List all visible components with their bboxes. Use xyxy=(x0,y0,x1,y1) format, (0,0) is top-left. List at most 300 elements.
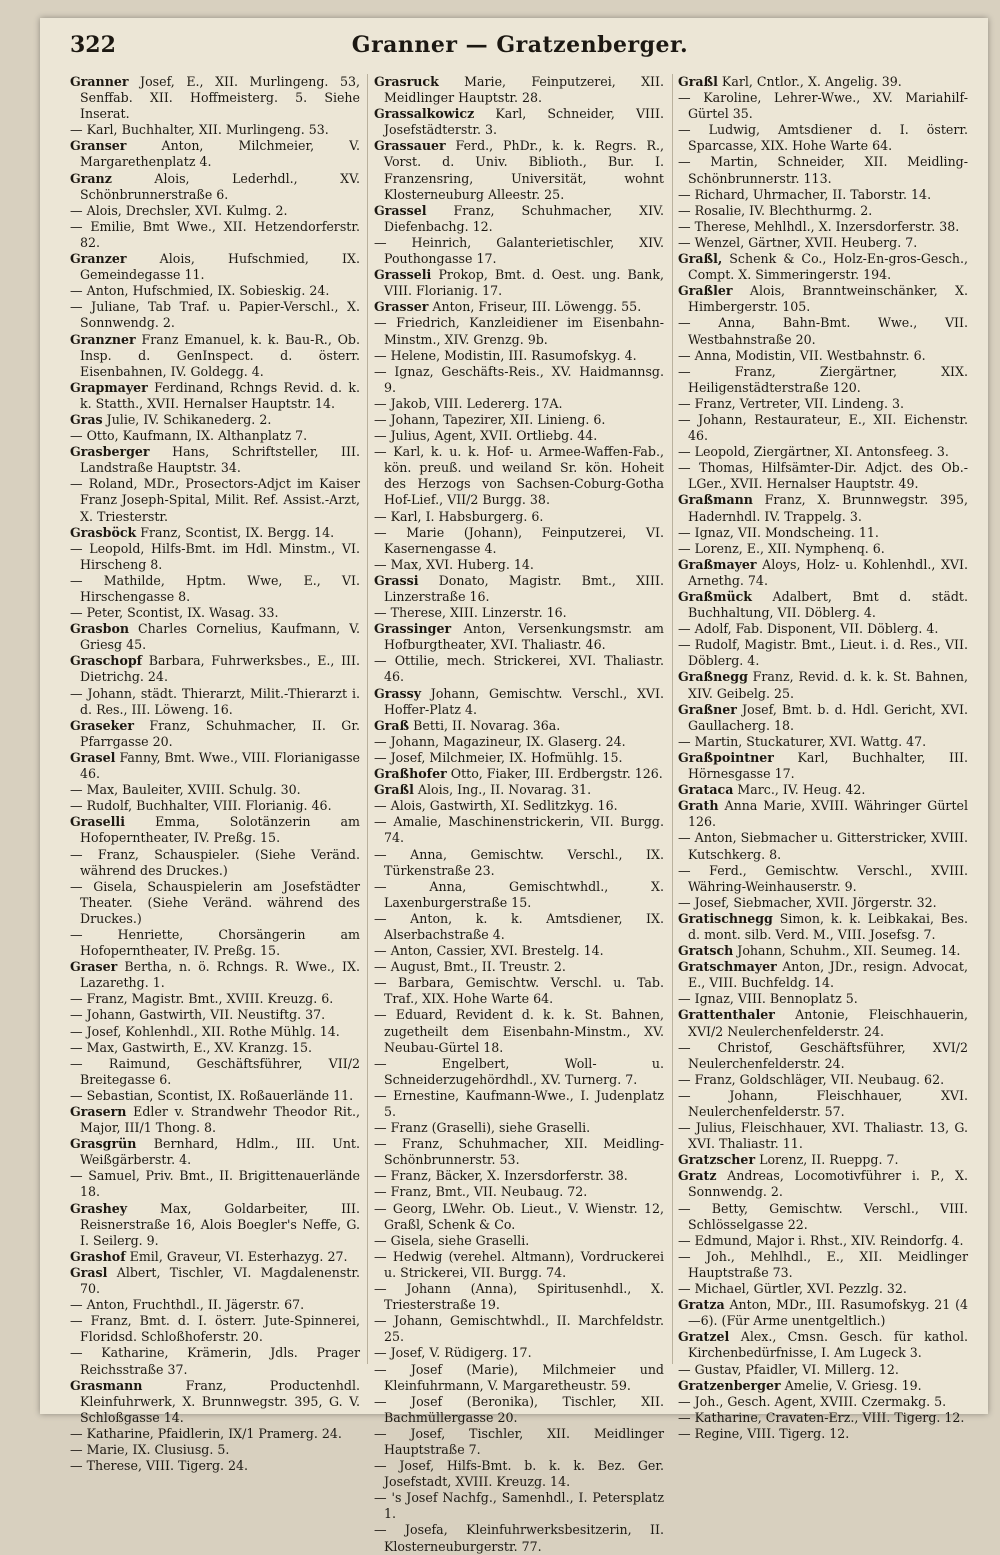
entry-details: — Eduard, Revident d. k. k. St. Bahnen, zugetheilt dem Eisenbahn-Minstm., XV. Neubau-Gürtel 18. xyxy=(374,1007,664,1055)
entry-details: — Adolf, Fab. Disponent, VII. Döblerg. 4. xyxy=(678,621,939,637)
entry-details: — Josef, Kohlenhdl., XII. Rothe Mühlg. 14. xyxy=(70,1023,340,1039)
entry-details: — Anna, Gemischtw. Verschl., IX. Türkenstraße 23. xyxy=(374,846,664,878)
directory-entry xyxy=(374,106,664,138)
entry-details: Alois, Branntweinschänker, X. Himbergerstr. 105. xyxy=(688,283,968,315)
directory-entry xyxy=(374,1362,664,1394)
entry-details: — Ignaz, Geschäfts-Reis., XV. Haidmannsg. 9. xyxy=(374,363,664,395)
entry-details: — Christof, Geschäftsführer, XVI/2 Neulerchenfelderstr. 24. xyxy=(678,1039,968,1071)
entry-details: — Franz, Schauspieler. (Siehe Veränd. während des Druckes.) xyxy=(70,846,360,878)
directory-entry xyxy=(678,895,968,911)
entry-details: — Anna, Bahn-Bmt. Wwe., VII. Westbahnstraße 20. xyxy=(678,315,968,347)
directory-entry xyxy=(70,1104,360,1136)
entry-surname: Granser xyxy=(70,138,127,154)
entry-surname: Granner xyxy=(70,74,129,89)
directory-entry xyxy=(70,1442,360,1458)
directory-entry xyxy=(70,1265,360,1297)
entry-surname: Grattenthaler xyxy=(678,1007,775,1023)
entry-surname: Grasberger xyxy=(70,444,150,460)
entry-details: Schenk & Co., Holz-En-gros-Gesch., Compt. X. Simmeringerstr. 194. xyxy=(688,251,968,283)
entry-details: — Therese, Mehlhdl., X. Inzersdorferstr. 38. xyxy=(678,218,960,234)
entry-details: — Josef, Siebmacher, XVII. Jörgerstr. 32. xyxy=(678,894,937,910)
directory-entry xyxy=(70,412,360,428)
directory-entry xyxy=(374,299,664,315)
directory-entry xyxy=(678,557,968,589)
directory-entry xyxy=(678,122,968,154)
directory-entry xyxy=(678,782,968,798)
entry-details: Anton, Milchmeier, V. Margarethenplatz 4. xyxy=(80,138,360,170)
entry-details: Betti, II. Novarag. 36a. xyxy=(409,717,561,733)
entry-details: Bertha, n. ö. Rchngs. R. Wwe., IX. Lazarethg. 1. xyxy=(80,959,360,991)
entry-details: Emma, Solotänzerin am Hofoperntheater, IV. Preßg. 15. xyxy=(80,814,360,846)
entry-details: Albert, Tischler, VI. Magdalenenstr. 70. xyxy=(80,1264,360,1297)
directory-entry xyxy=(70,1297,360,1313)
directory-entry xyxy=(678,235,968,251)
entry-details: — Anton, Fruchthdl., II. Jägerstr. 67. xyxy=(70,1297,305,1313)
directory-entry xyxy=(374,975,664,1007)
entry-surname: Graßhofer xyxy=(374,766,447,782)
directory-entry xyxy=(678,734,968,750)
entry-details: Lorenz, II. Rueppg. 7. xyxy=(755,1152,899,1168)
directory-entry xyxy=(678,589,968,621)
entry-details: — Karl, Buchhalter, XII. Murlingeng. 53. xyxy=(70,122,329,138)
directory-entry xyxy=(678,1281,968,1297)
directory-entry xyxy=(678,911,968,943)
directory-entry xyxy=(70,750,360,782)
entry-details: Johann, Gemischtw. Verschl., XVI. Hoffer-Platz 4. xyxy=(384,685,664,717)
entry-details: Ferd., PhDr., k. k. Regrs. R., Vorst. d. Univ. Biblioth., Bur. I. Franzensring, Universität, wohnt Klosterneuburg Alleestr. 25. xyxy=(384,138,664,202)
entry-details: — Henriette, Chorsängerin am Hofoperntheater, IV. Preßg. 15. xyxy=(70,926,360,959)
entry-details: — Katharine, Krämerin, Jdls. Prager Reichsstraße 37. xyxy=(70,1345,360,1377)
entry-details: — Franz, Bmt., VII. Neubaug. 72. xyxy=(374,1184,588,1200)
entry-details: — Thomas, Hilfsämter-Dir. Adjct. des Ob.-LGer., XVII. Hernalser Hauptstr. 49. xyxy=(678,460,968,492)
directory-entry xyxy=(70,991,360,1007)
directory-entry xyxy=(374,1426,664,1458)
entry-details: — Marie, IX. Clusiusg. 5. xyxy=(70,1441,230,1457)
entry-details: — Amalie, Maschinenstrickerin, VII. Burgg. 74. xyxy=(374,814,664,846)
entry-details: — Josef (Marie), Milchmeier und Kleinfuhrmann, V. Margaretheustr. 59. xyxy=(374,1361,664,1393)
entry-details: Marie, Feinputzerei, XII. Meidlinger Hauptstr. 28. xyxy=(384,74,664,106)
entry-details: — Franz, Vertreter, VII. Lindeng. 3. xyxy=(678,395,904,411)
entry-details: Aloys, Holz- u. Kohlenhdl., XVI. Arnethg. 74. xyxy=(688,556,968,588)
entry-details: — Franz (Graselli), siehe Graselli. xyxy=(374,1120,591,1136)
entry-surname: Gratzel xyxy=(678,1329,730,1345)
directory-entry xyxy=(678,251,968,283)
directory-entry xyxy=(70,1378,360,1426)
entry-surname: Grashey xyxy=(70,1200,128,1216)
entry-details: — Josef (Beronika), Tischler, XII. Bachmüllergasse 20. xyxy=(374,1393,664,1425)
directory-entry xyxy=(70,1313,360,1345)
entry-surname: Grasern xyxy=(70,1104,127,1119)
entry-details: — Johann (Anna), Spiritusenhdl., X. Triesterstraße 19. xyxy=(374,1281,664,1313)
column-left xyxy=(70,74,360,1474)
entry-details: Franz, Productenhdl. Kleinfuhrwerk, X. Brunnwegstr. 395, G. V. Schloßgasse 14. xyxy=(80,1377,360,1425)
directory-entry xyxy=(374,1120,664,1136)
directory-entry xyxy=(374,814,664,846)
directory-entry xyxy=(374,1056,664,1088)
directory-entry xyxy=(70,1201,360,1249)
entry-surname: Grassauer xyxy=(374,138,446,154)
directory-entry xyxy=(374,1168,664,1184)
entry-surname: Graßner xyxy=(678,701,737,717)
entry-details: — Julius, Agent, XVII. Ortliebg. 44. xyxy=(374,428,598,444)
entry-details: — Engelbert, Woll- u. Schneiderzugehördhdl., XV. Turnerg. 7. xyxy=(374,1055,664,1087)
directory-entry xyxy=(374,138,664,202)
entry-details: — Anna, Gemischtwhdl., X. Laxenburgerstraße 15. xyxy=(374,878,664,910)
directory-entry xyxy=(678,1088,968,1120)
directory-entry xyxy=(678,1168,968,1200)
entry-details: Ferdinand, Rchngs Revid. d. k. k. Statth., XVII. Hernalser Hauptstr. 14. xyxy=(80,379,360,411)
directory-entry xyxy=(678,943,968,959)
directory-entry xyxy=(70,1056,360,1088)
entry-details: — Anton, k. k. Amtsdiener, IX. Alserbachstraße 4. xyxy=(374,910,664,942)
directory-entry xyxy=(70,122,360,138)
entry-details: — Juliane, Tab Traf. u. Papier-Verschl., X. Sonnwendg. 2. xyxy=(70,299,360,331)
directory-entry xyxy=(678,750,968,782)
entry-surname: Grasser xyxy=(374,299,429,315)
directory-entry xyxy=(374,734,664,750)
directory-entry xyxy=(70,798,360,814)
entry-surname: Grassel xyxy=(374,202,427,218)
directory-entry xyxy=(70,74,360,122)
directory-entry xyxy=(678,541,968,557)
entry-details: — Therese, XIII. Linzerstr. 16. xyxy=(374,605,567,621)
directory-entry xyxy=(678,991,968,1007)
entry-surname: Graßl, xyxy=(678,251,723,267)
entry-surname: Gratischnegg xyxy=(678,910,773,926)
entry-surname: Grath xyxy=(678,798,719,814)
entry-details: Alois, Hufschmied, IX. Gemeindegasse 11. xyxy=(80,251,360,283)
entry-details: Julie, IV. Schikanederg. 2. xyxy=(102,411,272,427)
entry-details: — Katharine, Cravaten-Erz., VIII. Tigerg. 12. xyxy=(678,1409,965,1425)
directory-entry xyxy=(374,1458,664,1490)
entry-details: — Roland, MDr., Prosectors-Adjct im Kaiser Franz Joseph-Spital, Milit. Ref. Assist.-Arzt, X. Triesterstr. xyxy=(70,476,360,524)
entry-details: — Edmund, Major i. Rhst., XIV. Reindorfg. 4. xyxy=(678,1232,964,1248)
entry-details: — Gisela, Schauspielerin am Josefstädter Theater. (Siehe Veränd. während des Druckes.) xyxy=(70,878,360,926)
entry-details: Karl, Buchhalter, III. Hörnesgasse 17. xyxy=(688,749,968,782)
entry-details: Johann, Schuhm., XII. Seumeg. 14. xyxy=(733,943,961,959)
entries-columns xyxy=(70,74,968,1554)
entry-details: — Helene, Modistin, III. Rasumofskyg. 4. xyxy=(374,347,637,363)
entry-details: — Anna, Modistin, VII. Westbahnstr. 6. xyxy=(678,347,926,363)
entry-details: — Anton, Hufschmied, IX. Sobieskig. 24. xyxy=(70,283,330,299)
entry-details: — Gustav, Pfaidler, VI. Millerg. 12. xyxy=(678,1361,899,1377)
entry-surname: Grassy xyxy=(374,685,422,701)
entry-details: Barbara, Fuhrwerksbes., E., III. Dietrichg. 24. xyxy=(80,653,360,685)
entry-surname: Graßl xyxy=(374,782,414,798)
directory-entry xyxy=(70,541,360,573)
directory-entry xyxy=(374,1007,664,1055)
entry-details: — August, Bmt., II. Treustr. 2. xyxy=(374,959,566,975)
directory-entry xyxy=(374,1313,664,1345)
directory-entry xyxy=(70,1024,360,1040)
entry-details: Max, Goldarbeiter, III. Reisnerstraße 16, Alois Boegler's Neffe, G. I. Seilerg. 9. xyxy=(80,1200,360,1248)
entry-details: Franz, X. Brunnwegstr. 395, Hadernhdl. IV. Trappelg. 3. xyxy=(688,492,968,524)
entry-details: — Wenzel, Gärtner, XVII. Heuberg. 7. xyxy=(678,234,918,250)
entry-details: — Ignaz, VII. Mondscheing. 11. xyxy=(678,524,879,540)
entry-surname: Grasel xyxy=(70,749,116,765)
entry-surname: Gratza xyxy=(678,1297,725,1313)
entry-details: — Leopold, Hilfs-Bmt. im Hdl. Minstm., VI. Hirscheng 8. xyxy=(70,540,360,572)
entry-details: — Josefa, Kleinfuhrwerksbesitzerin, II. Klosterneuburgerstr. 77. xyxy=(374,1522,664,1554)
entry-details: Bernhard, Hdlm., III. Unt. Weißgärberstr. 4. xyxy=(80,1136,360,1168)
entry-details: — Anton, Cassier, XVI. Brestelg. 14. xyxy=(374,943,604,959)
entry-details: — Josef, Tischler, XII. Meidlinger Hauptstraße 7. xyxy=(374,1425,664,1457)
entry-surname: Graßl xyxy=(678,74,718,89)
entry-details: — Max, Gastwirth, E., XV. Kranzg. 15. xyxy=(70,1039,313,1055)
directory-entry xyxy=(70,782,360,798)
directory-entry xyxy=(70,203,360,219)
entry-details: — Ernestine, Kaufmann-Wwe., I. Judenplatz 5. xyxy=(374,1087,664,1119)
entry-surname: Grassinger xyxy=(374,621,452,637)
entry-details: — Raimund, Geschäftsführer, VII/2 Breitegasse 6. xyxy=(70,1055,360,1087)
entry-details: — Karl, k. u. k. Hof- u. Armee-Waffen-Fab., kön. preuß. und weiland Sr. kön. Hoheit des Herzogs von Sachsen-Coburg-Gotha Hof-Lief., VII/2 Burgg. 38. xyxy=(374,444,664,508)
entry-details: Anton, JDr., resign. Advocat, E., VIII. Buchfeldg. 14. xyxy=(688,959,968,991)
entry-details: — Ferd., Gemischtw. Verschl., XVIII. Währing-Weinhauserstr. 9. xyxy=(678,862,968,894)
entry-details: — Richard, Uhrmacher, II. Taborstr. 14. xyxy=(678,186,932,202)
directory-entry xyxy=(374,509,664,525)
directory-entry xyxy=(678,154,968,186)
entry-details: — Johann, städt. Thierarzt, Milit.-Thierarzt i. d. Res., III. Löweng. 16. xyxy=(70,685,360,717)
entry-details: Alois, Ing., II. Novarag. 31. xyxy=(413,782,592,798)
entry-surname: Graschopf xyxy=(70,653,143,669)
directory-entry xyxy=(678,1426,968,1442)
entry-surname: Graßnegg xyxy=(678,669,748,685)
entry-details: — Rudolf, Magistr. Bmt., Lieut. i. d. Res., VII. Döblerg. 4. xyxy=(678,637,968,669)
directory-entry xyxy=(374,1184,664,1200)
entry-surname: Granz xyxy=(70,170,112,186)
entry-details: — Barbara, Gemischtw. Verschl. u. Tab. Traf., XIX. Hohe Warte 64. xyxy=(374,975,664,1007)
directory-entry xyxy=(374,911,664,943)
entry-surname: Graßmayer xyxy=(678,556,757,572)
directory-entry xyxy=(70,1168,360,1200)
entry-details: Emil, Graveur, VI. Esterhazyg. 27. xyxy=(125,1248,348,1264)
directory-entry xyxy=(374,847,664,879)
entry-details: Simon, k. k. Leibkakai, Bes. d. mont. silb. Verd. M., VIII. Josefsg. 7. xyxy=(688,910,968,942)
entry-details: Anna Marie, XVIII. Währinger Gürtel 126. xyxy=(688,798,968,830)
entry-details: — Marie (Johann), Feinputzerei, VI. Kasernengasse 4. xyxy=(374,524,664,556)
entry-details: — Martin, Schneider, XII. Meidling-Schönbrunnerstr. 113. xyxy=(678,154,968,186)
entry-details: — Johann, Magazineur, IX. Glaserg. 24. xyxy=(374,733,626,749)
entry-surname: Graßler xyxy=(678,283,733,299)
directory-entry xyxy=(374,621,664,653)
entry-surname: Granzner xyxy=(70,331,136,347)
entry-details: — 's Josef Nachfg., Samenhdl., I. Petersplatz 1. xyxy=(374,1490,664,1522)
entry-details: — Rosalie, IV. Blechthurmg. 2. xyxy=(678,202,873,218)
directory-entry xyxy=(374,1281,664,1313)
entry-surname: Gratsch xyxy=(678,943,734,959)
entry-surname: Graß xyxy=(374,717,410,733)
entry-details: Amelie, V. Griesg. 19. xyxy=(780,1377,922,1393)
entry-details: — Otto, Kaufmann, IX. Althanplatz 7. xyxy=(70,428,308,444)
directory-entry xyxy=(678,348,968,364)
directory-entry xyxy=(70,428,360,444)
entry-surname: Grasgrün xyxy=(70,1136,137,1152)
entry-details: — Heinrich, Galanterietischler, XIV. Pouthongasse 17. xyxy=(374,234,664,267)
entry-details: Franz, Schuhmacher, II. Gr. Pfarrgasse 20. xyxy=(80,717,360,749)
page-header xyxy=(70,32,970,62)
directory-entry xyxy=(70,686,360,718)
directory-entry xyxy=(70,847,360,879)
directory-entry xyxy=(678,830,968,862)
directory-entry xyxy=(374,1345,664,1361)
entry-details: Josef, Bmt. b. d. Hdl. Gericht, XVI. Gaullacherg. 18. xyxy=(688,701,968,733)
entry-details: — Regine, VIII. Tigerg. 12. xyxy=(678,1425,850,1441)
entry-details: — Ottilie, mech. Strickerei, XVI. Thaliastr. 46. xyxy=(374,653,664,685)
entry-details: — Gisela, siehe Graselli. xyxy=(374,1232,530,1248)
directory-entry xyxy=(70,653,360,685)
directory-entry xyxy=(678,315,968,347)
entry-details: Donato, Magistr. Bmt., XIII. Linzerstraße 16. xyxy=(384,572,664,604)
directory-entry xyxy=(678,283,968,315)
entry-details: Edler v. Strandwehr Theodor Rit., Major, III/1 Thong. 8. xyxy=(80,1104,360,1136)
directory-entry xyxy=(374,525,664,557)
entry-details: — Leopold, Ziergärtner, XI. Antonsfeeg. 3. xyxy=(678,444,949,460)
directory-entry xyxy=(374,605,664,621)
entry-surname: Grasruck xyxy=(374,74,439,89)
entry-details: — Johann, Fleischhauer, XVI. Neulerchenfelderstr. 57. xyxy=(678,1087,968,1119)
entry-surname: Gras xyxy=(70,411,103,427)
entry-surname: Gratz xyxy=(678,1168,717,1184)
directory-entry xyxy=(374,798,664,814)
entry-details: — Anton, Siebmacher u. Gitterstricker, XVIII. Kutschkerg. 8. xyxy=(678,830,968,862)
entry-surname: Grasböck xyxy=(70,524,137,540)
entry-surname: Graßmück xyxy=(678,589,752,604)
entry-surname: Grashof xyxy=(70,1248,126,1264)
entry-details: — Jakob, VIII. Ledererg. 17A. xyxy=(374,395,563,411)
directory-entry xyxy=(70,251,360,283)
entry-surname: Grasbon xyxy=(70,621,130,637)
directory-entry xyxy=(678,1394,968,1410)
directory-entry xyxy=(374,315,664,347)
entry-details: Hans, Schriftsteller, III. Landstraße Hauptstr. 34. xyxy=(80,444,360,476)
entry-details: Marc., IV. Heug. 42. xyxy=(733,782,866,798)
entry-surname: Grasl xyxy=(70,1264,108,1280)
directory-entry xyxy=(70,1345,360,1377)
entry-details: — Karoline, Lehrer-Wwe., XV. Mariahilf-Gürtel 35. xyxy=(678,90,968,122)
directory-entry xyxy=(678,798,968,830)
directory-page xyxy=(40,18,988,1554)
entry-surname: Grassalkowicz xyxy=(374,106,475,122)
directory-entry xyxy=(374,267,664,299)
running-title: Granner — Gratzenberger. xyxy=(351,32,689,58)
entry-surname: Grataca xyxy=(678,782,734,798)
directory-entry xyxy=(678,219,968,235)
entry-surname: Gratschmayer xyxy=(678,959,777,975)
directory-entry xyxy=(374,573,664,605)
directory-entry xyxy=(374,444,664,508)
directory-entry xyxy=(374,412,664,428)
entry-details: Anton, MDr., III. Rasumofskyg. 21 (4—6). (Für Arme unentgeltlich.) xyxy=(688,1297,968,1329)
directory-entry xyxy=(70,959,360,991)
directory-entry xyxy=(374,750,664,766)
directory-entry xyxy=(678,525,968,541)
directory-entry xyxy=(374,235,664,267)
entry-surname: Grassi xyxy=(374,572,419,588)
entry-details: Karl, Schneider, VIII. Josefstädterstr. 3. xyxy=(384,106,664,138)
directory-entry xyxy=(678,460,968,492)
directory-entry xyxy=(70,605,360,621)
directory-entry xyxy=(70,1458,360,1474)
entry-details: — Joh., Gesch. Agent, XVIII. Czermakg. 5. xyxy=(678,1393,947,1409)
directory-entry xyxy=(678,1329,968,1361)
directory-entry xyxy=(70,299,360,331)
directory-entry xyxy=(678,1249,968,1281)
directory-entry xyxy=(678,1120,968,1152)
entry-details: — Betty, Gemischtw. Verschl., VIII. Schlösselgasse 22. xyxy=(678,1200,968,1232)
entry-surname: Graßpointner xyxy=(678,749,774,765)
directory-entry xyxy=(374,1233,664,1249)
column-middle xyxy=(374,74,664,1554)
entry-details: — Josef, Hilfs-Bmt. b. k. k. Bez. Ger. Josefstadt, XVIII. Kreuzg. 14. xyxy=(374,1458,664,1490)
entry-details: — Franz, Bäcker, X. Inzersdorferstr. 38. xyxy=(374,1168,628,1184)
entry-details: — Alois, Drechsler, XVI. Kulmg. 2. xyxy=(70,202,288,218)
entry-details: Josef, E., XII. Murlingeng. 53, Senffab. XII. Hoffmeisterg. 5. Siehe Inserat. xyxy=(80,74,360,122)
entry-details: — Mathilde, Hptm. Wwe, E., VI. Hirschengasse 8. xyxy=(70,572,360,604)
entry-details: — Karl, I. Habsburgerg. 6. xyxy=(374,508,544,524)
directory-entry xyxy=(374,364,664,396)
directory-entry xyxy=(70,332,360,380)
directory-entry xyxy=(374,1088,664,1120)
entry-surname: Gratzscher xyxy=(678,1152,756,1168)
entry-details: — Franz, Goldschläger, VII. Neubaug. 62. xyxy=(678,1071,945,1087)
directory-entry xyxy=(678,669,968,701)
entry-details: — Johann, Gemischtwhdl., II. Marchfeldstr. 25. xyxy=(374,1313,664,1345)
directory-entry xyxy=(678,621,968,637)
directory-entry xyxy=(374,428,664,444)
directory-entry xyxy=(70,814,360,846)
entry-details: — Emilie, Bmt Wwe., XII. Hetzendorferstr. 82. xyxy=(70,218,360,250)
directory-entry xyxy=(70,171,360,203)
entry-surname: Grasmann xyxy=(70,1377,143,1393)
entry-details: — Martin, Stuckaturer, XVI. Wattg. 47. xyxy=(678,733,927,749)
entry-surname: Granzer xyxy=(70,251,127,267)
directory-entry xyxy=(678,1410,968,1426)
directory-entry xyxy=(678,74,968,90)
directory-entry xyxy=(70,1040,360,1056)
directory-entry xyxy=(70,1007,360,1023)
directory-entry xyxy=(374,1136,664,1168)
entry-details: — Josef, V. Rüdigerg. 17. xyxy=(374,1345,532,1361)
directory-entry xyxy=(70,525,360,541)
directory-entry xyxy=(70,621,360,653)
entry-surname: Graseker xyxy=(70,717,135,733)
directory-entry xyxy=(70,219,360,251)
directory-entry xyxy=(70,476,360,524)
entry-details: Alex., Cmsn. Gesch. für kathol. Kirchenbedürfnisse, I. Am Lugeck 3. xyxy=(688,1329,968,1361)
entry-details: — Michael, Gürtler, XVI. Pezzlg. 32. xyxy=(678,1281,907,1297)
directory-entry xyxy=(374,1490,664,1522)
directory-entry xyxy=(374,203,664,235)
entry-details: — Therese, VIII. Tigerg. 24. xyxy=(70,1458,249,1474)
entry-details: — Sebastian, Scontist, IX. Roßauerlände 11. xyxy=(70,1087,354,1103)
page-number: 322 xyxy=(70,32,116,58)
directory-entry xyxy=(70,138,360,170)
entry-details: — Franz, Bmt. d. I. österr. Jute-Spinnerei, Floridsd. Schloßhoferstr. 20. xyxy=(70,1313,360,1345)
directory-entry xyxy=(374,959,664,975)
entry-surname: Graßmann xyxy=(678,492,753,508)
entry-details: — Max, Bauleiter, XVIII. Schulg. 30. xyxy=(70,782,301,798)
entry-surname: Gratzenberger xyxy=(678,1377,781,1393)
directory-entry xyxy=(70,1088,360,1104)
directory-entry xyxy=(70,1426,360,1442)
directory-entry xyxy=(678,637,968,669)
entry-details: — Josef, Milchmeier, IX. Hofmühlg. 15. xyxy=(374,749,623,765)
entry-details: — Johann, Tapezirer, XII. Linieng. 6. xyxy=(374,411,606,427)
directory-entry xyxy=(374,396,664,412)
directory-entry xyxy=(70,927,360,959)
entry-details: — Joh., Mehlhdl., E., XII. Meidlinger Hauptstraße 73. xyxy=(678,1248,968,1280)
directory-entry xyxy=(70,283,360,299)
